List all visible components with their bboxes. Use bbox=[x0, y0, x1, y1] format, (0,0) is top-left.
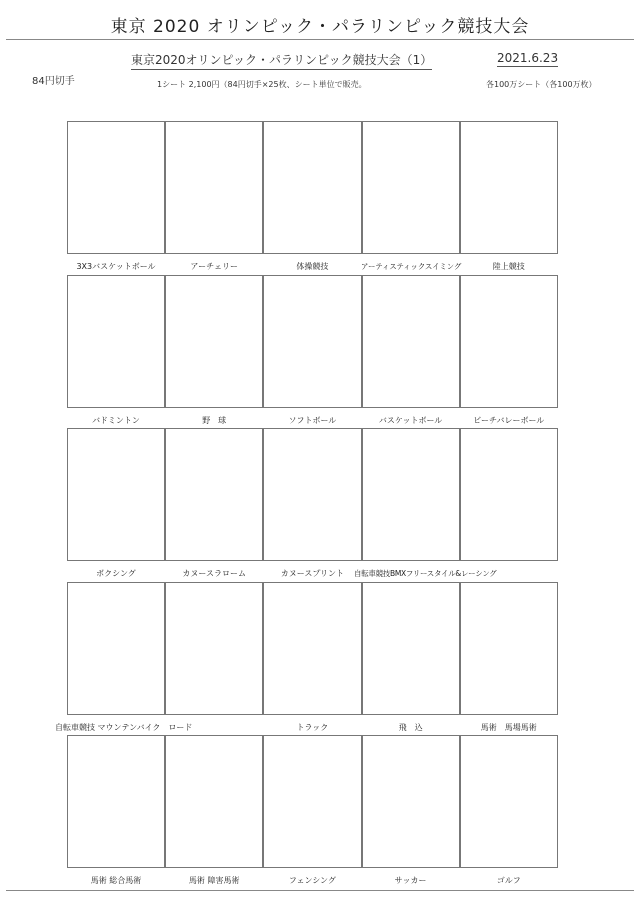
stamp-label: 3X3バスケットボール bbox=[76, 262, 156, 271]
stamp-placeholder bbox=[165, 121, 263, 254]
stamp-label: ボクシング bbox=[96, 569, 136, 578]
issue-name: 東京2020オリンピック・パラリンピック競技大会（1） bbox=[131, 51, 432, 70]
stamp-placeholder bbox=[263, 121, 361, 254]
stamp-placeholder bbox=[67, 735, 165, 868]
stamp-placeholder bbox=[67, 582, 165, 715]
stamp-label: 陸上競技 bbox=[492, 262, 525, 271]
issue-date: 2021.6.23 bbox=[497, 51, 559, 65]
stamp-placeholder bbox=[67, 428, 165, 561]
stamp-row bbox=[67, 121, 558, 275]
stamp-label: 馬術 総合馬術 bbox=[90, 876, 142, 885]
stamp-placeholder bbox=[362, 275, 460, 408]
stamp-row bbox=[55, 582, 558, 736]
bottom-divider bbox=[6, 890, 634, 891]
stamp-placeholder bbox=[165, 582, 263, 715]
stamp-placeholder bbox=[263, 582, 361, 715]
stamp-placeholder bbox=[460, 121, 558, 254]
stamp-label: 自転車競技BMXフリースタイル&レーシング bbox=[354, 569, 497, 578]
stamp-placeholder bbox=[362, 735, 460, 868]
print-run: 各100万シート（各100万枚） bbox=[486, 80, 597, 89]
stamp-grid bbox=[55, 121, 558, 891]
stamp-label: ゴルフ bbox=[496, 876, 521, 885]
stamp-placeholder bbox=[263, 735, 361, 868]
stamp-label: サッカー bbox=[394, 876, 427, 885]
stamp-placeholder bbox=[263, 428, 361, 561]
page-title: 東京 2020 オリンピック・パラリンピック競技大会 bbox=[110, 17, 530, 37]
stamp-placeholder bbox=[165, 735, 263, 868]
stamp-label: ビーチバレーボール bbox=[473, 416, 545, 425]
stamp-label: トラック bbox=[296, 723, 329, 732]
stamp-placeholder bbox=[165, 275, 263, 408]
stamp-placeholder bbox=[263, 275, 361, 408]
stamp-label: 体操競技 bbox=[296, 262, 329, 271]
stamp-row bbox=[67, 735, 558, 889]
stamp-row bbox=[67, 275, 558, 429]
stamp-label: フェンシング bbox=[288, 876, 336, 885]
stamp-placeholder bbox=[67, 121, 165, 254]
stamp-label: 野 球 bbox=[202, 416, 227, 425]
stamp-label: バスケットボール bbox=[378, 416, 443, 425]
stamp-label: 飛 込 bbox=[398, 723, 423, 732]
stamp-placeholder bbox=[362, 428, 460, 561]
stamp-label: アーティスティックスイミング bbox=[360, 262, 462, 271]
stamp-placeholder bbox=[460, 582, 558, 715]
stamp-placeholder bbox=[460, 275, 558, 408]
stamp-label: バドミントン bbox=[92, 416, 140, 425]
stamp-row bbox=[67, 428, 558, 582]
stamp-placeholder bbox=[460, 735, 558, 868]
top-divider bbox=[6, 39, 634, 40]
stamp-label: ソフトボール bbox=[288, 416, 337, 425]
stamp-label: アーチェリー bbox=[190, 262, 238, 271]
stamp-placeholder bbox=[362, 121, 460, 254]
stamp-placeholder bbox=[67, 275, 165, 408]
stamp-label: 馬術 障害馬術 bbox=[188, 876, 240, 885]
face-value: 84円切手 bbox=[32, 76, 75, 87]
stamp-label: 自転車競技 マウンテンバイク ロード bbox=[55, 723, 193, 732]
stamp-placeholder bbox=[460, 428, 558, 561]
sheet-info: 1シート 2,100円（84円切手×25枚、シート単位で販売。 bbox=[157, 80, 367, 89]
stamp-label: カヌースプリント bbox=[280, 569, 345, 578]
stamp-label: 馬術 馬場馬術 bbox=[480, 723, 537, 732]
stamp-placeholder bbox=[165, 428, 263, 561]
stamp-placeholder bbox=[362, 582, 460, 715]
stamp-label: カヌースラローム bbox=[182, 569, 246, 578]
